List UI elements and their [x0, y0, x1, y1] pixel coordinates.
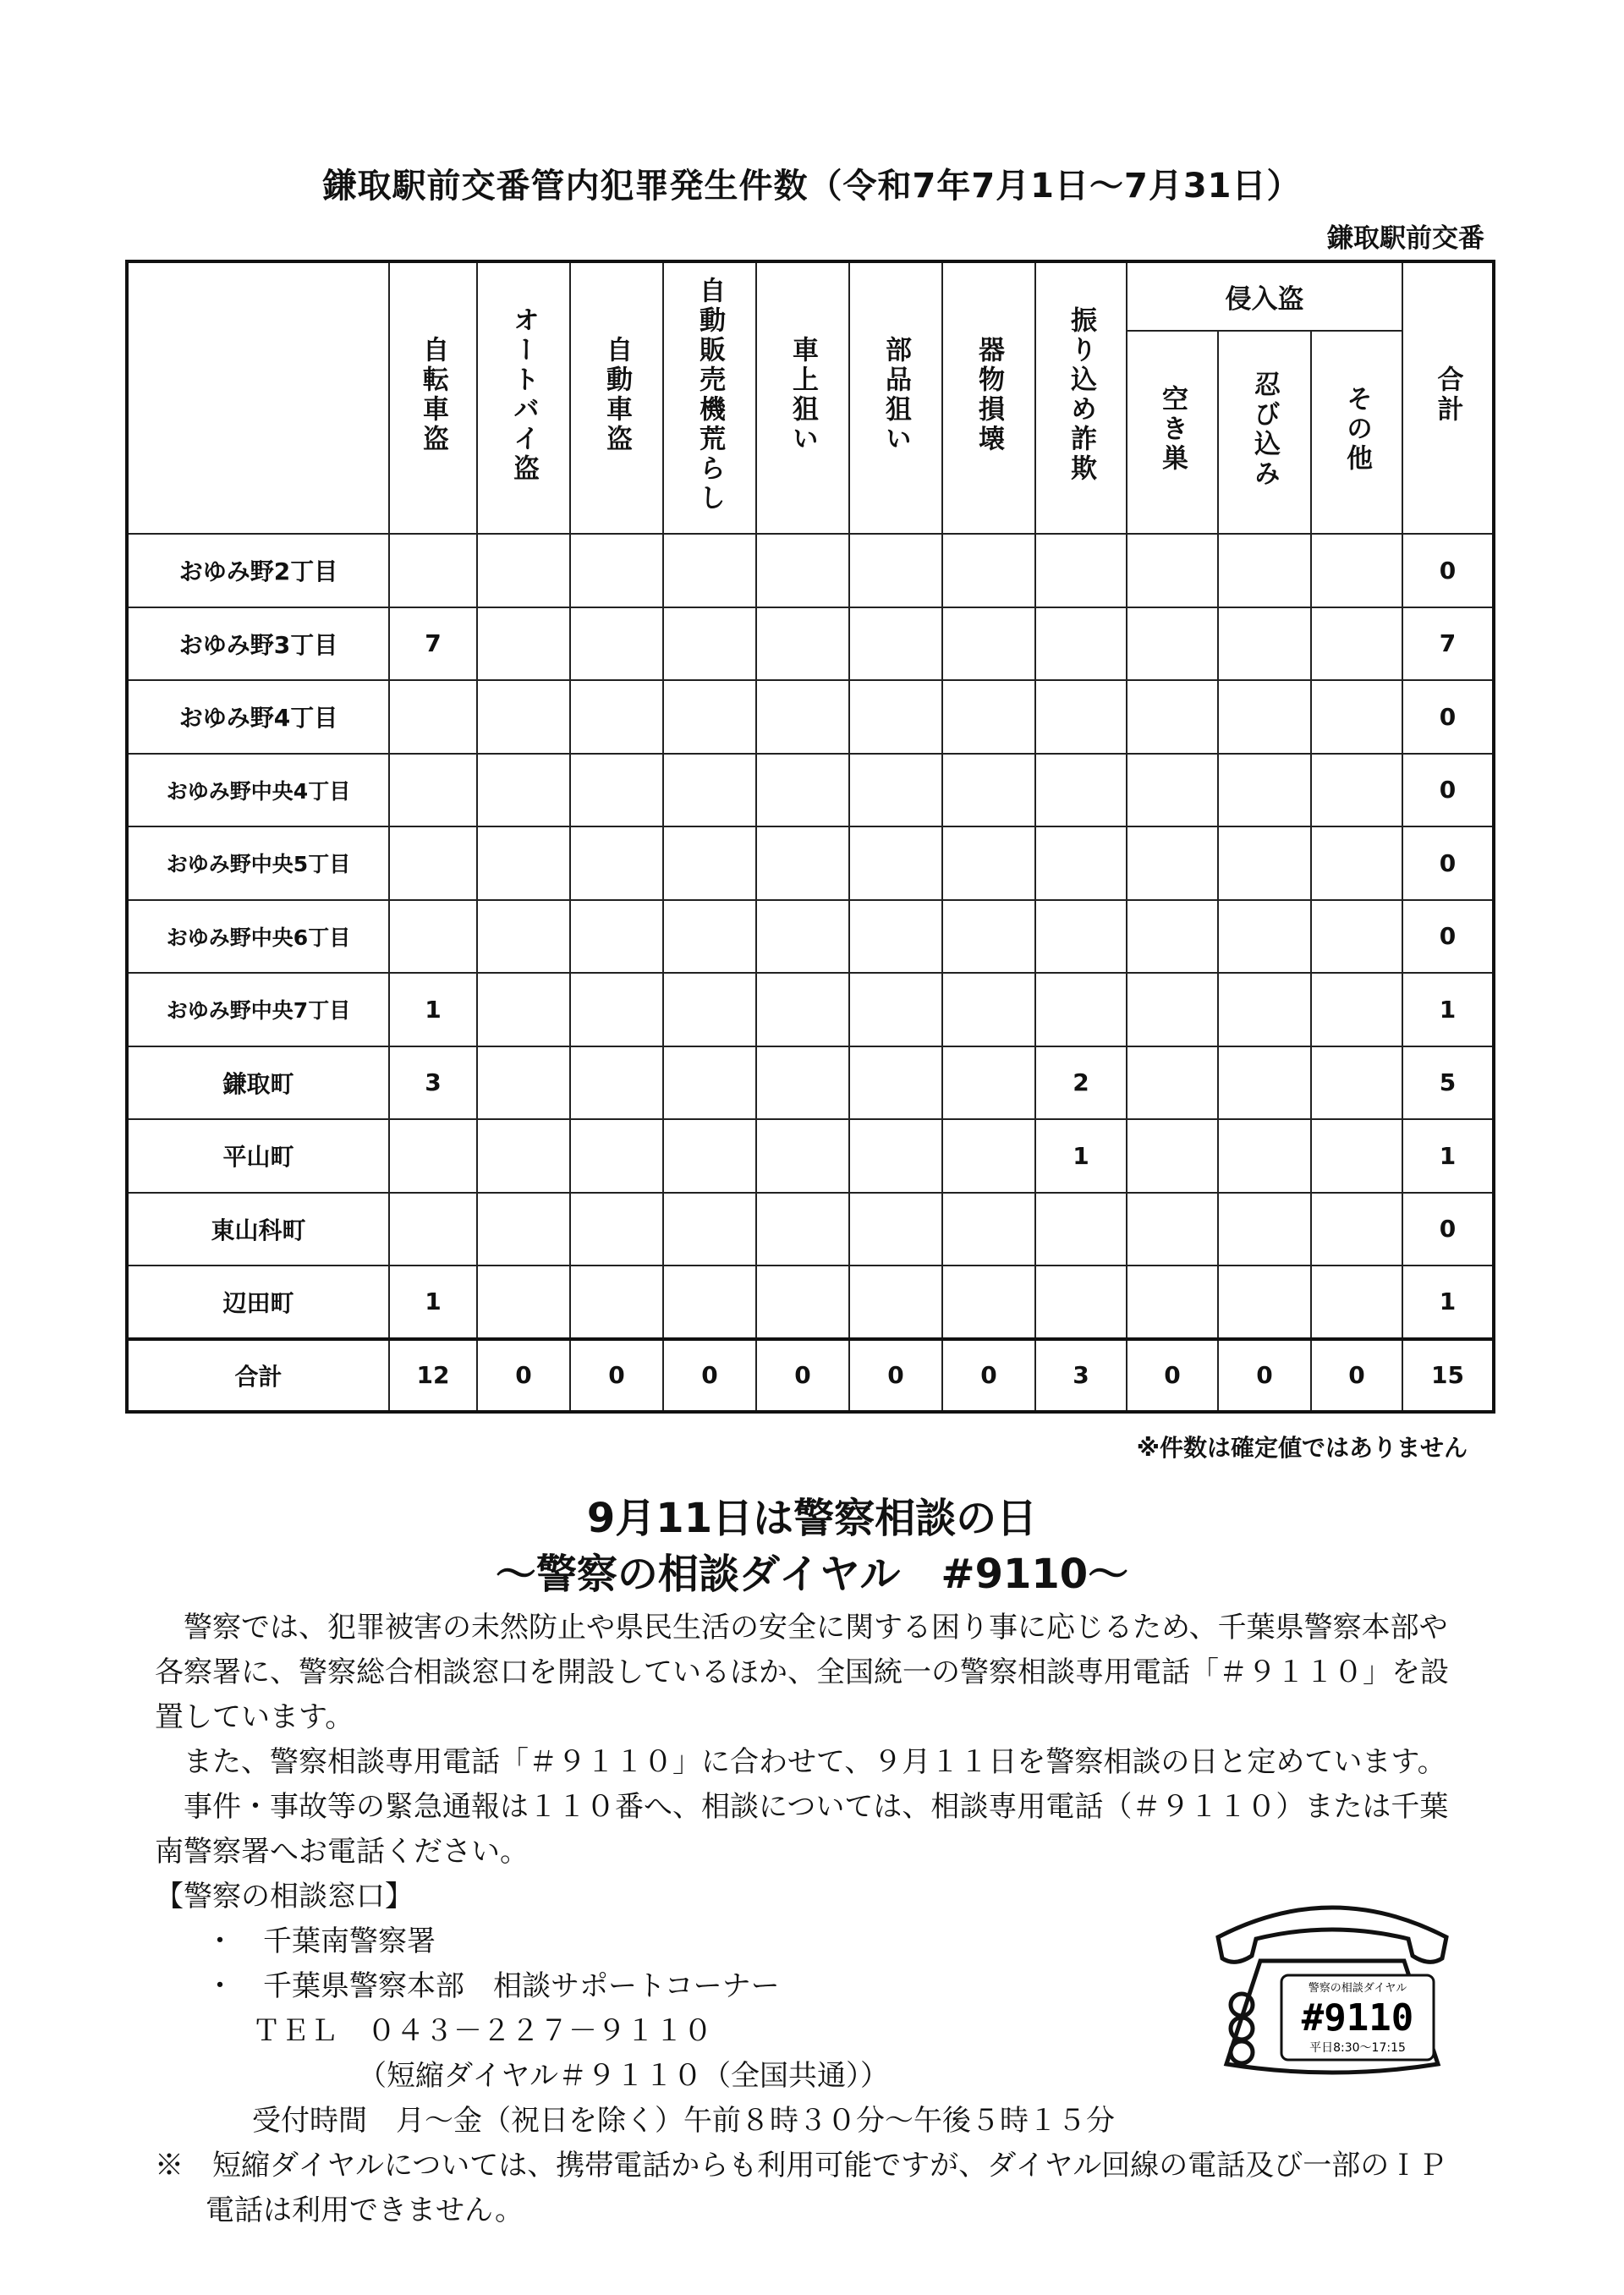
count-cell: 1	[1402, 973, 1494, 1046]
count-cell: 0	[1311, 1339, 1402, 1412]
count-cell: 1	[389, 973, 477, 1046]
count-cell: 0	[663, 1339, 756, 1412]
area-name: おゆみ野中央7丁目	[127, 973, 389, 1046]
count-cell	[1035, 826, 1127, 900]
count-cell	[1035, 1193, 1127, 1266]
count-cell	[756, 754, 849, 827]
count-cell	[389, 826, 477, 900]
count-cell	[389, 754, 477, 827]
count-cell	[849, 826, 942, 900]
count-cell	[942, 900, 1035, 974]
count-cell	[663, 1193, 756, 1266]
area-name: 辺田町	[127, 1266, 389, 1339]
count-cell	[477, 754, 570, 827]
reception-hours: 受付時間 月～金（祝日を除く）午前８時３０分～午後５時１５分	[252, 2104, 1115, 2138]
count-cell	[1127, 607, 1218, 681]
col-header-motorcycle: オートバイ盗	[477, 261, 570, 534]
count-cell	[756, 973, 849, 1046]
count-cell: 0	[1402, 826, 1494, 900]
col-header-bicycle: 自転車盗	[389, 261, 477, 534]
count-cell	[570, 1046, 663, 1120]
count-cell: 0	[1402, 1193, 1494, 1266]
count-cell: 1	[1035, 1119, 1127, 1193]
count-cell	[477, 680, 570, 754]
count-cell	[477, 1266, 570, 1339]
count-cell	[849, 754, 942, 827]
count-cell	[756, 607, 849, 681]
count-cell	[849, 1119, 942, 1193]
count-cell	[663, 534, 756, 607]
count-cell	[942, 973, 1035, 1046]
paragraph: 事件・事故等の緊急通報は１１０番へ、相談については、相談専用電話（＃９１１０）または千葉南警察署へお電話ください。	[155, 1790, 1449, 1869]
tel-number: ＴＥＬ ０４３－２２７－９１１０	[252, 2014, 712, 2048]
count-cell	[477, 826, 570, 900]
count-cell	[942, 826, 1035, 900]
count-cell: 1	[1402, 1119, 1494, 1193]
count-cell: 1	[1402, 1266, 1494, 1339]
count-cell	[756, 826, 849, 900]
count-cell	[1311, 534, 1402, 607]
table-row	[127, 1046, 1494, 1120]
count-cell: 1	[389, 1266, 477, 1339]
count-cell: 7	[1402, 607, 1494, 681]
count-cell	[477, 1119, 570, 1193]
office-name: 鎌取駅前交番	[1327, 223, 1484, 254]
count-cell	[1127, 1266, 1218, 1339]
count-cell	[1311, 1119, 1402, 1193]
count-cell: 0	[1402, 534, 1494, 607]
count-cell	[477, 1193, 570, 1266]
count-cell	[663, 680, 756, 754]
count-cell	[389, 1193, 477, 1266]
col-header-other: その他	[1311, 331, 1402, 534]
count-cell: 0	[1402, 900, 1494, 974]
telephone-illustration	[1201, 1886, 1463, 2081]
col-header-parts: 部品狙い	[849, 261, 942, 534]
count-cell	[942, 680, 1035, 754]
count-cell	[849, 1266, 942, 1339]
count-cell	[1218, 900, 1311, 974]
col-header-vandalism: 器物損壊	[942, 261, 1035, 534]
count-cell	[1127, 973, 1218, 1046]
phone-label: 警察の相談ダイヤル	[1308, 1982, 1407, 1995]
count-cell	[1311, 1193, 1402, 1266]
count-cell	[389, 680, 477, 754]
count-cell	[1218, 754, 1311, 827]
count-cell	[477, 534, 570, 607]
count-cell: 5	[1402, 1046, 1494, 1120]
col-header-vending: 自動販売機荒らし	[663, 261, 756, 534]
count-cell	[570, 1266, 663, 1339]
count-cell: 0	[756, 1339, 849, 1412]
count-cell	[389, 1119, 477, 1193]
count-cell	[942, 1266, 1035, 1339]
count-cell: 15	[1402, 1339, 1494, 1412]
count-cell	[477, 900, 570, 974]
count-cell: 0	[942, 1339, 1035, 1412]
count-cell	[1311, 754, 1402, 827]
count-cell	[942, 1046, 1035, 1120]
count-cell	[849, 1046, 942, 1120]
consult-section-title: 【警察の相談窓口】	[155, 1880, 414, 1913]
count-cell	[942, 534, 1035, 607]
count-cell	[570, 900, 663, 974]
count-cell	[1127, 754, 1218, 827]
count-cell	[570, 680, 663, 754]
count-cell	[570, 534, 663, 607]
phone-number: #9110	[1301, 1996, 1414, 2040]
count-cell: 0	[570, 1339, 663, 1412]
area-name: おゆみ野4丁目	[127, 680, 389, 754]
footnote: ※ 短縮ダイヤルについては、携帯電話からも利用可能ですが、ダイヤル回線の電話及び一部のＩＰ電話は利用できません。	[155, 2149, 1447, 2227]
count-cell: 0	[477, 1339, 570, 1412]
col-header-car: 自動車盗	[570, 261, 663, 534]
count-cell	[1127, 680, 1218, 754]
table-row	[127, 1193, 1494, 1266]
area-name: 東山科町	[127, 1193, 389, 1266]
count-cell	[756, 534, 849, 607]
count-cell: 12	[389, 1339, 477, 1412]
count-cell	[1127, 900, 1218, 974]
count-cell: 0	[1402, 754, 1494, 827]
table-row	[127, 534, 1494, 607]
count-cell	[1311, 973, 1402, 1046]
count-cell	[570, 1119, 663, 1193]
count-cell	[756, 1046, 849, 1120]
count-cell	[756, 1266, 849, 1339]
count-cell	[1035, 680, 1127, 754]
table-body	[127, 534, 1494, 1412]
count-cell	[570, 826, 663, 900]
count-cell	[663, 1266, 756, 1339]
count-cell	[1311, 900, 1402, 974]
count-cell	[1127, 534, 1218, 607]
count-cell	[1127, 826, 1218, 900]
col-header-night-burglary: 忍び込み	[1218, 331, 1311, 534]
count-cell	[663, 973, 756, 1046]
count-cell	[849, 973, 942, 1046]
consult-item: ・ 千葉南警察署	[206, 1924, 436, 1958]
count-cell: 0	[1402, 680, 1494, 754]
area-name: おゆみ野中央5丁目	[127, 826, 389, 900]
count-cell	[849, 607, 942, 681]
count-cell	[663, 1046, 756, 1120]
header-row-1	[127, 261, 1494, 331]
table-row	[127, 973, 1494, 1046]
count-cell	[663, 754, 756, 827]
paragraph: また、警察相談専用電話「＃９１１０」に合わせて、９月１１日を警察相談の日と定めています。	[184, 1745, 1446, 1779]
count-cell	[756, 900, 849, 974]
table-row	[127, 900, 1494, 974]
count-cell	[663, 826, 756, 900]
headline-consultation-dial: ～警察の相談ダイヤル #9110～	[495, 1551, 1129, 1598]
count-cell	[849, 1193, 942, 1266]
area-name: おゆみ野2丁目	[127, 534, 389, 607]
count-cell	[942, 1193, 1035, 1266]
page-title: 鎌取駅前交番管内犯罪発生件数（令和7年7月1日～7月31日）	[322, 167, 1302, 206]
count-cell	[663, 607, 756, 681]
count-cell	[570, 1193, 663, 1266]
count-cell	[1311, 1266, 1402, 1339]
count-cell	[1218, 680, 1311, 754]
count-cell: 3	[389, 1046, 477, 1120]
area-name: おゆみ野中央6丁目	[127, 900, 389, 974]
count-cell	[1035, 900, 1127, 974]
count-cell	[756, 1193, 849, 1266]
count-cell	[389, 900, 477, 974]
count-cell	[1311, 826, 1402, 900]
count-cell	[1218, 1046, 1311, 1120]
count-cell	[1218, 1119, 1311, 1193]
count-cell: 3	[1035, 1339, 1127, 1412]
headline-consultation-day: 9月11日は警察相談の日	[586, 1495, 1038, 1542]
count-cell	[1218, 607, 1311, 681]
count-cell	[1127, 1193, 1218, 1266]
count-cell	[477, 1046, 570, 1120]
total-row	[127, 1339, 1494, 1412]
count-cell	[1035, 534, 1127, 607]
area-name: 平山町	[127, 1119, 389, 1193]
count-cell	[477, 973, 570, 1046]
count-cell	[849, 900, 942, 974]
table-row	[127, 754, 1494, 827]
count-cell	[1311, 1046, 1402, 1120]
count-cell	[1218, 973, 1311, 1046]
count-cell: 7	[389, 607, 477, 681]
count-cell: 2	[1035, 1046, 1127, 1120]
table-note: ※件数は確定値ではありません	[1136, 1434, 1468, 1462]
count-cell	[942, 754, 1035, 827]
table-row	[127, 680, 1494, 754]
count-cell	[849, 680, 942, 754]
count-cell	[570, 754, 663, 827]
count-cell	[1035, 973, 1127, 1046]
col-header-empty-house: 空き巣	[1127, 331, 1218, 534]
count-cell	[942, 1119, 1035, 1193]
count-cell	[1127, 1046, 1218, 1120]
crime-stats-table	[125, 260, 1495, 1414]
count-cell	[1218, 826, 1311, 900]
count-cell	[1218, 1193, 1311, 1266]
col-header-fraud: 振り込め詐欺	[1035, 261, 1127, 534]
count-cell	[756, 680, 849, 754]
count-cell: 0	[1127, 1339, 1218, 1412]
count-cell	[756, 1119, 849, 1193]
count-cell	[570, 607, 663, 681]
count-cell: 0	[1218, 1339, 1311, 1412]
count-cell	[1311, 680, 1402, 754]
count-cell	[1218, 534, 1311, 607]
count-cell	[1035, 1266, 1127, 1339]
count-cell	[1127, 1119, 1218, 1193]
phone-hours: 平日8:30～17:15	[1309, 2041, 1406, 2055]
area-name: おゆみ野中央4丁目	[127, 754, 389, 827]
count-cell	[1035, 607, 1127, 681]
count-cell	[663, 900, 756, 974]
count-cell	[389, 534, 477, 607]
count-cell	[1035, 754, 1127, 827]
count-cell	[477, 607, 570, 681]
table-row	[127, 826, 1494, 900]
count-cell	[849, 534, 942, 607]
total-label: 合計	[127, 1339, 389, 1412]
col-header-total: 合計	[1402, 261, 1494, 534]
table-row	[127, 1119, 1494, 1193]
crime-stats-table-wrapper	[125, 260, 1495, 1414]
count-cell	[1218, 1266, 1311, 1339]
paragraph: 警察では、犯罪被害の未然防止や県民生活の安全に関する困り事に応じるため、千葉県警察本部や各察署に、警察総合相談窓口を開設しているほか、全国統一の警察相談専用電話「＃９１１０」を設置しています。	[155, 1611, 1449, 1734]
count-cell: 0	[849, 1339, 942, 1412]
consult-item: ・ 千葉県警察本部 相談サポートコーナー	[206, 1969, 780, 2003]
count-cell	[1311, 607, 1402, 681]
count-cell	[942, 607, 1035, 681]
col-header-car-break-in: 車上狙い	[756, 261, 849, 534]
short-dial: （短縮ダイヤル＃９１１０（全国共通））	[358, 2059, 889, 2093]
area-header-cell	[127, 261, 389, 534]
area-name: 鎌取町	[127, 1046, 389, 1120]
table-row	[127, 1266, 1494, 1339]
count-cell	[663, 1119, 756, 1193]
area-name: おゆみ野3丁目	[127, 607, 389, 681]
count-cell	[570, 973, 663, 1046]
col-group-burglary: 侵入盗	[1127, 261, 1402, 331]
table-row	[127, 607, 1494, 681]
